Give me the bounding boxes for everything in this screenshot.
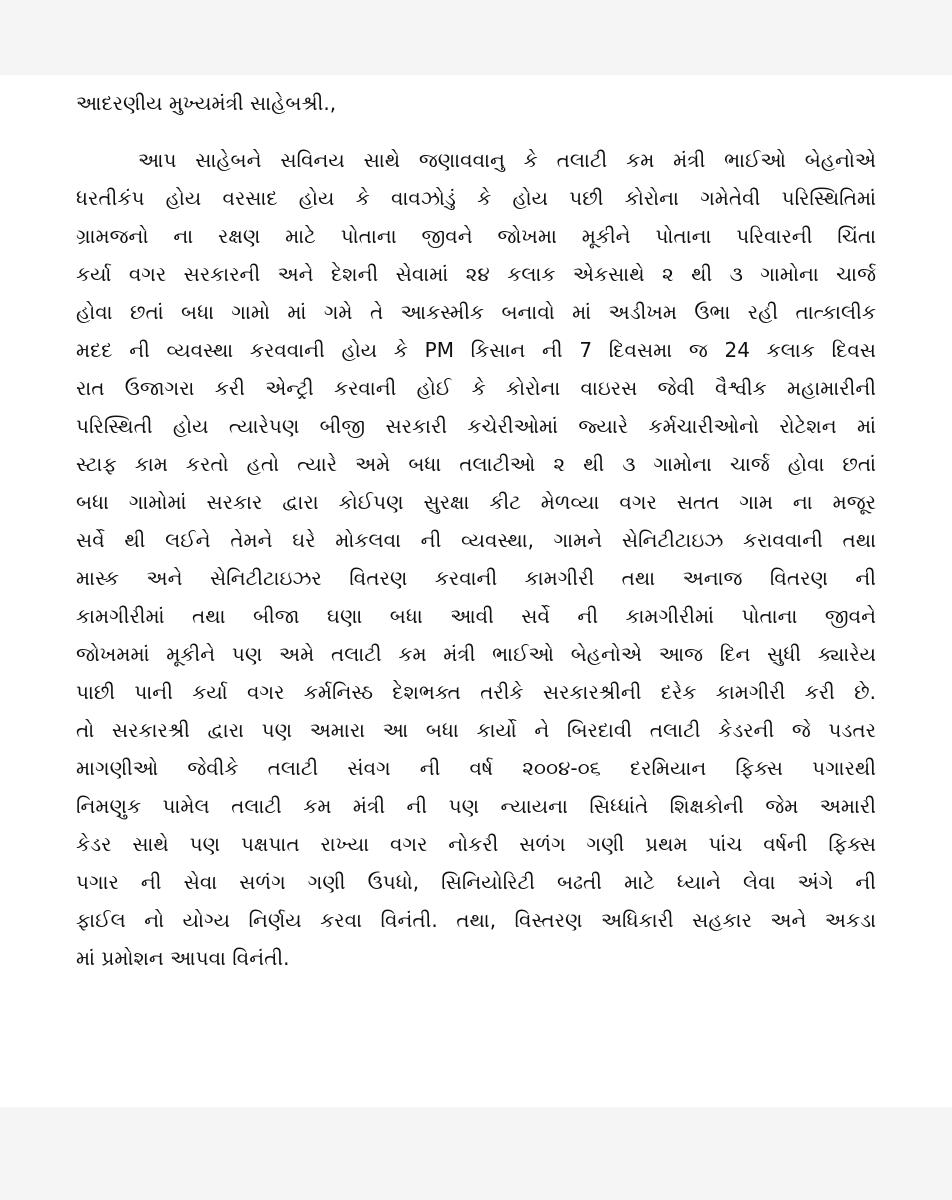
letter-line: સર્વે થી લઈને તેમને ઘરે મોકલવા ની વ્યવસ્થા, ગામને સેનિટીટાઇઝ કરાવવાની તથા xyxy=(76,528,876,552)
letter-line: માસ્ક અને સેનિટીટાઇઝર વિતરણ કરવાની કામગીરી તથા અનાજ વિતરણ ની xyxy=(76,566,876,590)
letter-line: કર્યા વગર સરકારની અને દેશની સેવામાં ૨૪ કલાક એકસાથે ૨ થી ૩ ગામોના ચાર્જ xyxy=(76,262,876,286)
letter-line: સ્ટાફ કામ કરતો હતો ત્યારે અમે બધા તલાટીઓ ૨ થી ૩ ગામોના ચાર્જ હોવા છતાં xyxy=(76,452,876,476)
letter-line: મદદ ની વ્યવસ્થા કરવવાની હોય કે PM કિસાન ની 7 દિવસમા જ 24 કલાક દિવસ xyxy=(76,338,876,362)
letter-line: ગ્રામજનો ના રક્ષણ માટે પોતાના જીવને જોખમા મૂકીને પોતાના પરિવારની ચિંતા xyxy=(76,224,876,248)
letter-page xyxy=(0,75,952,1107)
letter-line: પાછી પાની કર્યા વગર કર્મનિસ્ઠ દેશભક્ત તરીકે સરકારશ્રીની દરેક કામગીરી કરી છે. xyxy=(76,680,876,704)
letter-line: પગાર ની સેવા સળંગ ગણી ઉપધો, સિનિયોરિટી બઢતી માટે ધ્યાને લેવા અંગે ની xyxy=(76,870,876,894)
letter-line: નિમણુક પામેલ તલાટી કમ મંત્રી ની પણ ન્યાયના સિધ્ધાંતે શિક્ષકોની જેમ અમારી xyxy=(76,794,876,818)
letter-line: કેડર સાથે પણ પક્ષપાત રાખ્યા વગર નોકરી સળંગ ગણી પ્રથમ પાંચ વર્ષની ફિક્સ xyxy=(76,832,876,856)
letter-line: માગણીઓ જેવીકે તલાટી સંવગ ની વર્ષ ૨૦૦૪-૦૬ દરમિયાન ફિક્સ પગારથી xyxy=(76,756,876,780)
letter-line: બધા ગામોમાં સરકાર દ્વારા કોઈપણ સુરક્ષા કીટ મેળવ્યા વગર સતત ગામ ના મજૂર xyxy=(76,490,876,514)
letter-line: જોખમમાં મૂકીને પણ અમે તલાટી કમ મંત્રી ભાઈઓ બેહનોએ આજ દિન સુધી ક્યારેય xyxy=(76,642,876,666)
letter-line: માં પ્રમોશન આપવા વિનંતી. xyxy=(76,946,290,970)
letter-line: આપ સાહેબને સવિનય સાથે જણાવવાનુ કે તલાટી કમ મંત્રી ભાઈઓ બેહનોએ xyxy=(138,148,876,172)
letter-line: ફાઈલ નો યોગ્ય નિર્ણય કરવા વિનંતી. તથા, વિસ્તરણ અધિકારી સહકાર અને અકડા xyxy=(76,908,876,932)
letter-line: તો સરકારશ્રી દ્વારા પણ અમારા આ બધા કાર્યો ને બિરદાવી તલાટી કેડરની જે પડતર xyxy=(76,718,876,742)
letter-line: હોવા છતાં બધા ગામો માં ગમે તે આકસ્મીક બનાવો માં અડીખમ ઉભા રહી તાત્કાલીક xyxy=(76,300,876,324)
letter-line: રાત ઉજાગરા કરી એન્ટ્રી કરવાની હોઈ કે કોરોના વાઇરસ જેવી વૈશ્વીક મહામારીની xyxy=(76,376,876,400)
letter-line: ધરતીકંપ હોય વરસાદ હોય કે વાવઝોડું કે હોય પછી કોરોના ગમેતેવી પરિસ્થિતિમાં xyxy=(76,186,876,210)
letter-line: પરિસ્થિતી હોય ત્યારેપણ બીજી સરકારી કચેરીઓમાં જ્યારે કર્મચારીઓનો રોટેશન માં xyxy=(76,414,876,438)
letter-line: કામગીરીમાં તથા બીજા ઘણા બધા આવી સર્વે ની કામગીરીમાં પોતાના જીવને xyxy=(76,604,876,628)
salutation: આદરણીય મુખ્યમંત્રી સાહેબશ્રી., xyxy=(76,91,337,115)
